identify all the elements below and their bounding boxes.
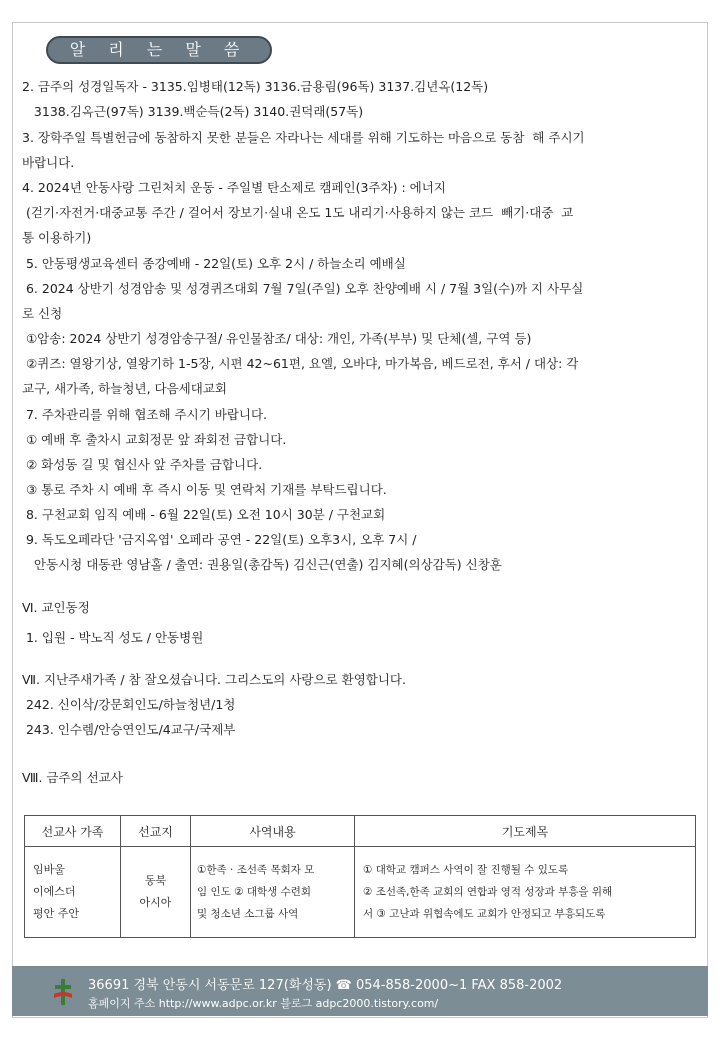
section-title: 알 리 는 말 씀 bbox=[69, 40, 249, 59]
region-cell bbox=[121, 847, 191, 938]
announcement-line: 바랍니다. bbox=[22, 155, 75, 170]
ministry-cell bbox=[191, 847, 355, 938]
family-name: 임바울 bbox=[33, 863, 65, 876]
announcement-line: 2. 금주의 성경일독자 - 3135.임병태(12독) 3136.금용림(96독) 3137.김년옥(12독) bbox=[22, 79, 489, 94]
prayer-line: 서 ③ 고난과 위협속에도 교회가 안정되고 부흥되도록 bbox=[363, 908, 606, 920]
church-logo-icon bbox=[52, 978, 74, 1006]
announcement-line: ③ 통로 주차 시 예배 후 즉시 이동 및 연락처 기재를 부탁드립니다. bbox=[22, 482, 387, 497]
region-text: 아시아 bbox=[139, 896, 172, 909]
footer-web: 홈페이지 주소 http://www.adpc.or.kr 블로그 adpc2000.tistory.com/ bbox=[88, 997, 439, 1010]
header-region: 선교지 bbox=[121, 816, 191, 847]
announcement-line: 4. 2024년 안동사랑 그린처치 운동 - 주일별 탄소제로 캠페인(3주차) : 에너지 bbox=[22, 180, 446, 195]
footer-address: 36691 경북 안동시 서동문로 127(화성동) ☎ 054-858-2000~1 FAX 858-2002 bbox=[88, 978, 563, 993]
announcement-line: 9. 독도오페라단 '금지옥엽' 오페라 공연 - 22일(토) 오후3시, 오후 7시 / bbox=[22, 532, 417, 547]
announcement-line: 3. 장학주일 특별헌금에 동참하지 못한 분들은 자라나는 세대를 위해 기도하는 마음으로 동참 해 주시기 bbox=[22, 130, 585, 145]
prayer-line: ① 대학교 캠퍼스 사역이 잘 진행될 수 있도록 bbox=[363, 864, 569, 876]
announcement-line: 안동시청 대동관 영남홀 / 출연: 권용일(총감독) 김신근(연출) 김지혜(의상감독) 신창훈 bbox=[22, 557, 502, 572]
ministry-line: ①한족 · 조선족 목회자 모 bbox=[197, 864, 315, 876]
ministry-line: 및 청소년 소그룹 사역 bbox=[197, 908, 299, 920]
announcement-line: 242. 신이삭/강문회인도/하늘청년/1청 bbox=[22, 697, 236, 712]
missionary-table bbox=[24, 815, 696, 938]
announcement-line: 6. 2024 상반기 성경암송 및 성경퀴즈대회 7월 7일(주일) 오후 찬양예배 시 / 7월 3일(수)까 지 사무실 bbox=[22, 281, 584, 296]
family-name: 평안 주안 bbox=[33, 907, 80, 920]
announcement-line: 243. 인수렘/안승연인도/4교구/국제부 bbox=[22, 722, 236, 737]
announcement-line: 통 이용하기) bbox=[22, 230, 92, 245]
region-text: 동북 bbox=[144, 874, 167, 887]
announcement-line: Ⅶ. 지난주새가족 / 참 잘오셨습니다. 그리스도의 사랑으로 환영합니다. bbox=[22, 672, 406, 687]
announcement-line: Ⅵ. 교인동정 bbox=[22, 600, 90, 615]
ministry-line: 임 인도 ② 대학생 수련회 bbox=[197, 886, 312, 898]
prayer-cell bbox=[355, 847, 696, 938]
footer-bar bbox=[12, 966, 708, 1016]
announcement-line: 7. 주차관리를 위해 협조해 주시기 바랍니다. bbox=[22, 407, 268, 422]
section-title-pill bbox=[46, 36, 272, 64]
announcement-line: 교구, 새가족, 하늘청년, 다음세대교회 bbox=[22, 381, 227, 396]
family-name: 이에스더 bbox=[33, 885, 76, 898]
announcement-line: (걷기·자전거·대중교통 주간 / 걸어서 장보기·실내 온도 1도 내리기·사용하지 않는 코드 빼기·대중 교 bbox=[22, 205, 574, 220]
announcement-line: Ⅷ. 금주의 선교사 bbox=[22, 770, 123, 785]
table-header-row bbox=[25, 816, 696, 847]
announcement-line: 1. 입원 - 박노직 성도 / 안동병원 bbox=[22, 630, 204, 645]
announcement-line: ② 화성동 길 및 협신사 앞 주차를 금합니다. bbox=[22, 457, 263, 472]
family-cell bbox=[25, 847, 121, 938]
announcement-line: 3138.김옥근(97독) 3139.백순득(2독) 3140.권덕래(57독) bbox=[22, 104, 364, 119]
prayer-line: ② 조선족,한족 교회의 연합과 영적 성장과 부흥을 위해 bbox=[363, 886, 613, 898]
announcement-line: ①암송: 2024 상반기 성경암송구절/ 유인물참조/ 대상: 개인, 가족(부부) 및 단체(셀, 구역 등) bbox=[22, 331, 532, 346]
table-row bbox=[25, 847, 696, 938]
announcement-line: 로 신청 bbox=[22, 306, 63, 321]
announcement-line: 5. 안동평생교육센터 종강예배 - 22일(토) 오후 2시 / 하늘소리 예배실 bbox=[22, 256, 406, 271]
announcement-line: ① 예배 후 출차시 교회정문 앞 좌회전 금합니다. bbox=[22, 432, 287, 447]
header-family: 선교사 가족 bbox=[25, 816, 121, 847]
announcement-line: 8. 구천교회 임직 예배 - 6월 22일(토) 오전 10시 30분 / 구천교회 bbox=[22, 507, 386, 522]
header-ministry: 사역내용 bbox=[191, 816, 355, 847]
header-prayer: 기도제목 bbox=[355, 816, 696, 847]
announcement-line: ②퀴즈: 열왕기상, 열왕기하 1-5장, 시편 42~61편, 요엘, 오바댜, 마가복음, 베드로전, 후서 / 대상: 각 bbox=[22, 356, 579, 371]
